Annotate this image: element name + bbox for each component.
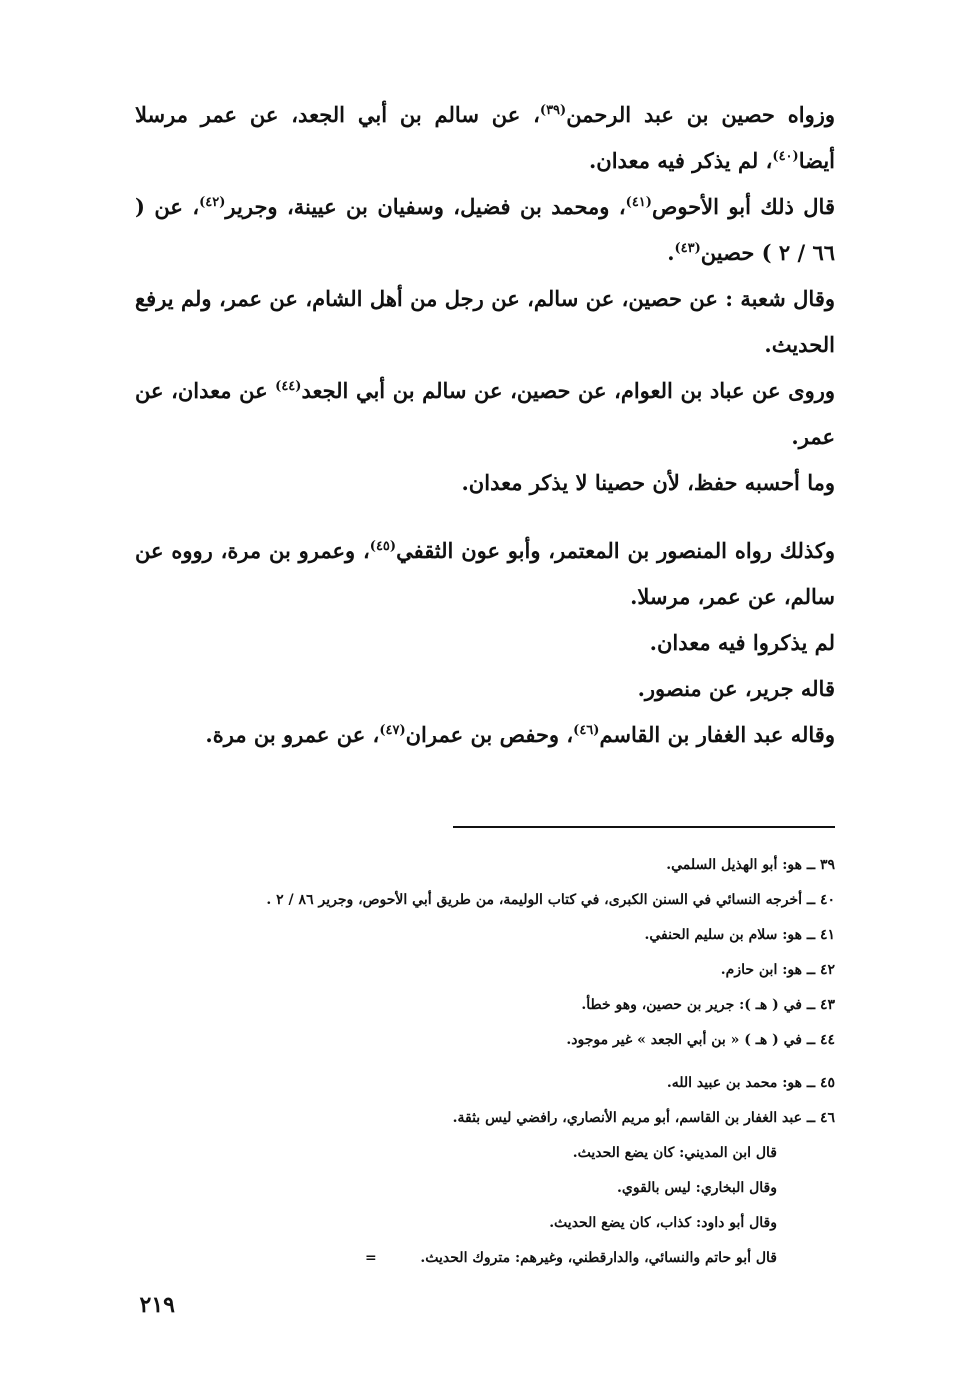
text-segment: قال ذلك أبو الأحوص xyxy=(651,194,835,219)
text-segment: ، لم يذكر فيه معدان. xyxy=(588,148,773,173)
continuation-mark: = xyxy=(365,1250,377,1266)
footnote-42: ٤٢ ــ هو: ابن حازم. xyxy=(720,962,835,978)
footnote-46-sub-2: وقال البخاري: ليس بالقوي. xyxy=(617,1180,777,1196)
footnote-41: ٤١ ــ هو: سلام بن سليم الحنفي. xyxy=(644,927,835,943)
footnote-divider xyxy=(453,826,835,828)
footnote-46: ٤٦ ــ عبد الغفار بن القاسم، أبو مريم الأنصاري، رافضي ليس بثقة. xyxy=(452,1110,835,1126)
footnote-40: ٤٠ ــ أخرجه النسائي في السنن الكبرى، في كتاب الوليمة، من طريق أبي الأحوص، وجرير ٨٦ / ٢ . xyxy=(266,892,835,908)
footnote-46-sub-3: وقال أبو داود: كذاب، كان يضع الحديث. xyxy=(549,1215,777,1231)
footnote-45: ٤٥ ــ هو: محمد بن عبيد الله. xyxy=(666,1075,835,1091)
footnote-ref-47[interactable]: (٤٧) xyxy=(379,723,406,738)
text-segment: . xyxy=(667,240,675,265)
text-segment: ، وحفص بن عمران xyxy=(405,722,574,747)
paragraph-7: لم يذكروا فيه معدان. xyxy=(649,630,835,655)
text-segment: وزواه حصين بن عبد الرحمن xyxy=(566,102,835,127)
footnote-ref-46[interactable]: (٤٦) xyxy=(573,723,600,738)
footnote-ref-39[interactable]: (٣٩) xyxy=(539,103,567,118)
paragraph-9 xyxy=(135,712,835,758)
paragraph-5: وما أحسبه حفظ، لأن حصينا لا يذكر معدان. xyxy=(461,470,835,495)
footnote-ref-41[interactable]: (٤١) xyxy=(625,195,652,210)
text-segment: ، عن ( ٦٦ / ٢ ) حصين xyxy=(135,194,835,265)
footnote-ref-44[interactable]: (٤٤) xyxy=(275,379,302,394)
footnote-43: ٤٣ ــ في ( هـ ): جرير بن حصين، وهو خطأ. xyxy=(581,997,835,1013)
paragraph-gap xyxy=(135,506,835,528)
main-text xyxy=(135,92,835,758)
page-number: ٢١٩ xyxy=(139,1292,175,1318)
text-segment: ، ومحمد بن فضيل، وسفيان بن عيينة، وجرير xyxy=(225,194,626,219)
footnote-39: ٣٩ ــ هو: أبو الهذيل السلمي. xyxy=(666,857,835,873)
text-segment: ، عن سالم بن أبي الجعد، عن عمر مرسلا أيضا xyxy=(135,102,835,173)
paragraph-6 xyxy=(135,528,835,620)
footnote-46-sub-4 xyxy=(135,1241,835,1276)
paragraph-1 xyxy=(135,92,835,184)
footnote-ref-43[interactable]: (٤٣) xyxy=(674,241,701,256)
paragraph-4 xyxy=(135,368,835,460)
subnote-text: قال أبو حاتم والنسائي، والدارقطني، وغيرهم: متروك الحديث. xyxy=(420,1250,777,1266)
text-segment: وروى عن عباد بن العوام، عن حصين، عن سالم بن أبي الجعد xyxy=(301,378,835,403)
footnote-ref-40[interactable]: (٤٠) xyxy=(772,149,799,164)
footnote-ref-45[interactable]: (٤٥) xyxy=(369,539,397,554)
text-segment: وقاله عبد الغفار بن القاسم xyxy=(599,722,835,747)
footnote-ref-42[interactable]: (٤٢) xyxy=(199,195,226,210)
footnote-44: ٤٤ ــ في ( هـ ) « بن أبي الجعد » غير موجود. xyxy=(566,1032,835,1048)
text-segment: ، وعمرو بن مرة، رووه عن سالم، عن عمر، مرسلا. xyxy=(135,538,835,609)
paragraph-2 xyxy=(135,184,835,276)
paragraph-3: وقال شعبة : عن حصين، عن سالم، عن رجل من أهل الشام، عن عمر، ولم يرفع الحديث. xyxy=(135,286,835,357)
text-segment: عن معدان، عن عمر. xyxy=(135,378,835,449)
footnote-46-sub-1: قال ابن المديني: كان يضع الحديث. xyxy=(572,1145,777,1161)
text-segment: وكذلك رواه المنصور بن المعتمر، وأبو عون الثقفي xyxy=(396,538,836,563)
paragraph-8: قاله جرير، عن منصور. xyxy=(637,676,835,701)
footnotes xyxy=(135,848,835,1276)
footnote-gap xyxy=(135,1058,835,1066)
text-segment: ، عن عمرو بن مرة. xyxy=(205,722,380,747)
